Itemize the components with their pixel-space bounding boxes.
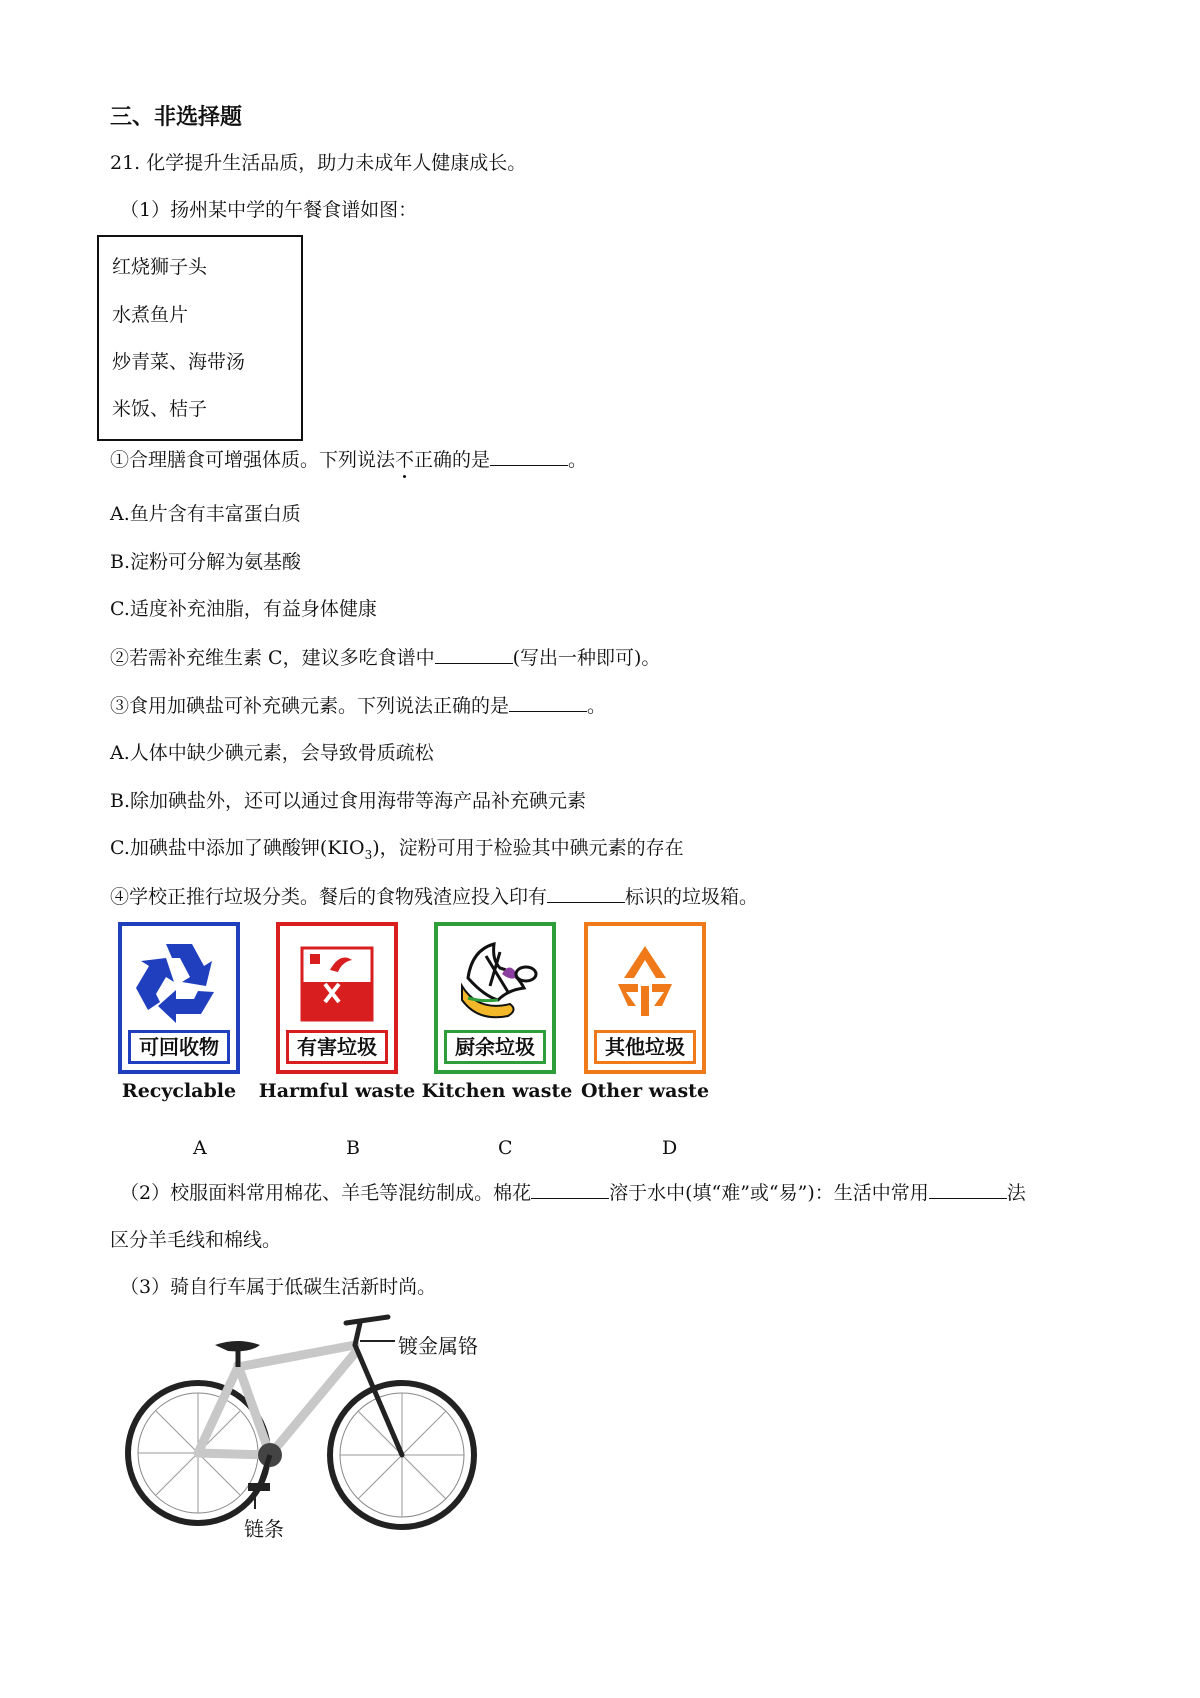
option-a: A.鱼片含有丰富蛋白质 [110, 503, 301, 525]
bin-label-cn: 可回收物 [128, 1030, 230, 1064]
emphasis-not: 不 [395, 449, 415, 471]
bin-label-en: Recyclable [121, 1080, 237, 1102]
option-c: C.加碘盐中添加了碘酸钾$(KIO_3)$，淀粉可用于检验其中碘元素的存在 [110, 837, 684, 862]
part1-intro: （1）扬州某中学的午餐食谱如图： [120, 199, 418, 221]
other-waste-icon [588, 930, 702, 1030]
sub-question-3: ③食用加碘盐可补充碘元素。下列说法正确的是 。 [110, 695, 607, 717]
choice-letter: C [498, 1137, 513, 1159]
bin-label-cn: 其他垃圾 [594, 1030, 696, 1064]
menu-item: 炒青菜、海带汤 [112, 351, 246, 373]
bin-label-en: Other waste [580, 1080, 710, 1102]
chrome-plating-label: 镀金属铬 [398, 1334, 478, 1358]
recycle-icon [122, 930, 236, 1030]
other-bin [584, 922, 706, 1074]
choice-letter: A [193, 1137, 207, 1159]
kitchen-bin [434, 922, 556, 1074]
answer-blank[interactable] [929, 1180, 1007, 1199]
option-a: A.人体中缺少碘元素，会导致骨质疏松 [110, 742, 434, 764]
choice-letter: D [662, 1137, 678, 1159]
food-waste-icon [438, 930, 552, 1030]
sub-question-2: ②若需补充维生素 C，建议多吃食谱中 (写出一种即可)。 [110, 647, 661, 669]
choice-letter: B [346, 1137, 360, 1159]
lunch-menu-box [97, 235, 303, 441]
part3-intro: （3）骑自行车属于低碳生活新时尚。 [120, 1276, 437, 1298]
answer-blank[interactable] [509, 693, 587, 712]
sub-question-4: ④学校正推行垃圾分类。餐后的食物残渣应投入印有 标识的垃圾箱。 [110, 886, 759, 908]
part2-line2: 区分羊毛线和棉线。 [110, 1229, 282, 1251]
bin-label-en: Harmful waste [258, 1080, 416, 1102]
option-b: B.淀粉可分解为氨基酸 [110, 551, 302, 573]
menu-item: 水煮鱼片 [112, 304, 189, 326]
answer-blank[interactable] [490, 447, 568, 466]
harmful-waste-icon [280, 930, 394, 1030]
menu-item: 米饭、桔子 [112, 398, 208, 420]
harmful-bin [276, 922, 398, 1074]
recyclable-bin [118, 922, 240, 1074]
bin-label-cn: 有害垃圾 [286, 1030, 388, 1064]
chain-label: 链条 [244, 1517, 284, 1541]
question-stem: 21. 化学提升生活品质，助力未成年人健康成长。 [110, 152, 527, 174]
sub-question-1: ①合理膳食可增强体质。下列说法不正确的是 。 [110, 449, 588, 471]
option-c: C.适度补充油脂，有益身体健康 [110, 598, 377, 620]
option-b: B.除加碘盐外，还可以通过食用海带等海产品补充碘元素 [110, 790, 587, 812]
menu-item: 红烧狮子头 [112, 256, 208, 278]
bin-label-en: Kitchen waste [421, 1080, 573, 1102]
answer-blank[interactable] [531, 1180, 609, 1199]
answer-blank[interactable] [547, 884, 625, 903]
bin-label-cn: 厨余垃圾 [444, 1030, 546, 1064]
section-title: 三、非选择题 [110, 105, 243, 130]
part2-line1: （2）校服面料常用棉花、羊毛等混纺制成。棉花 溶于水中(填“难”或“易”)：生活中常用 法 [120, 1182, 1026, 1204]
answer-blank[interactable] [435, 645, 513, 664]
